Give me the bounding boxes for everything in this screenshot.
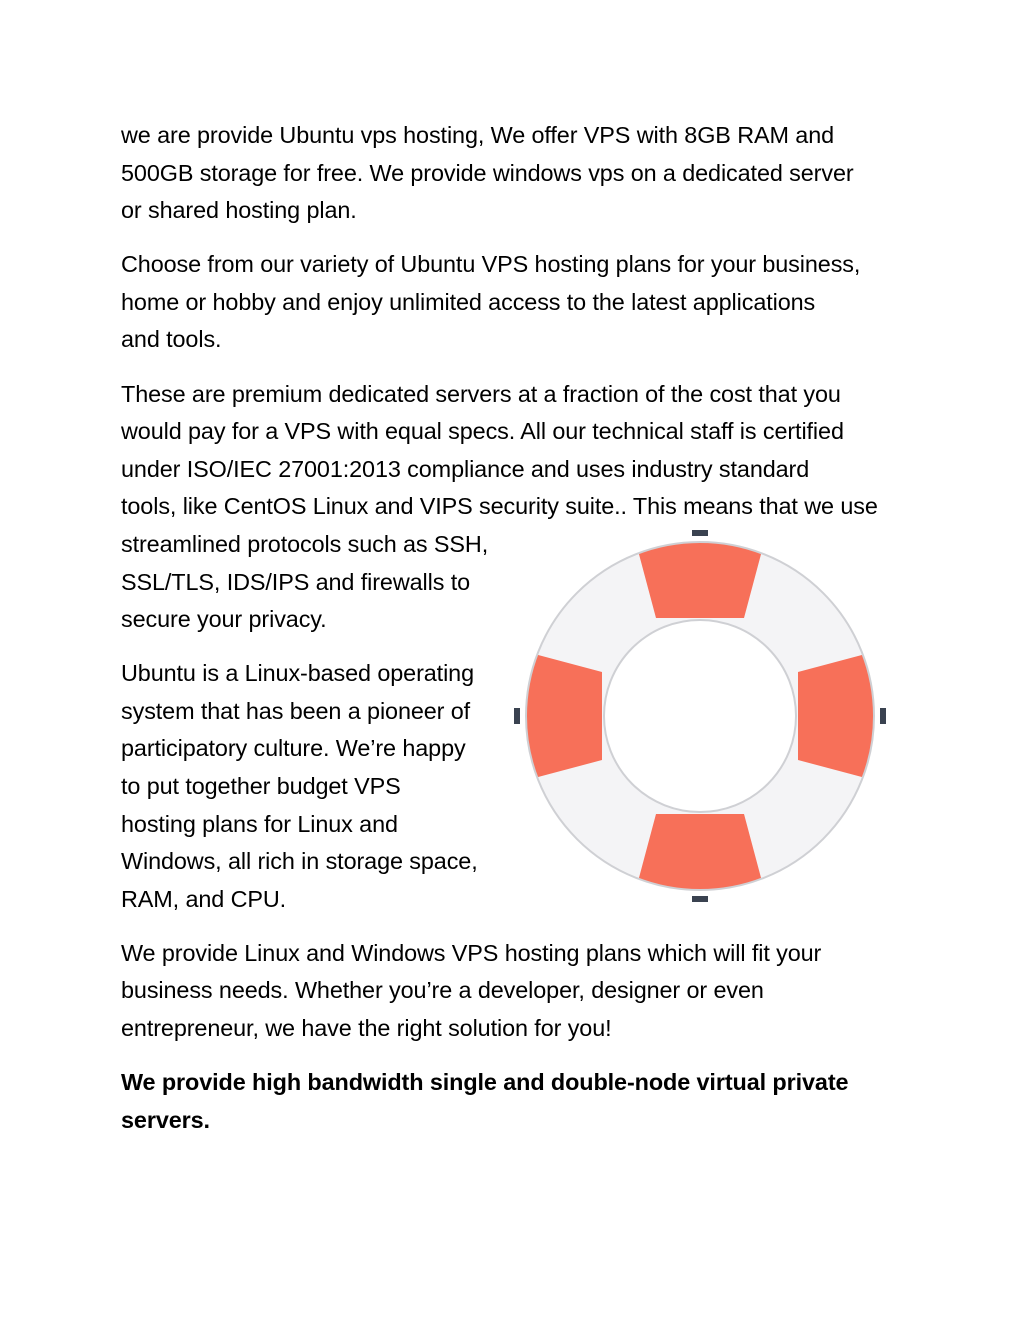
knot-left [514, 708, 520, 724]
text-line: servers. [121, 1106, 210, 1133]
text-line: streamlined protocols such as SSH, [121, 530, 489, 557]
lifebuoy-icon [512, 528, 888, 904]
paragraph-choose-plans [121, 246, 911, 359]
text-line: and tools. [121, 326, 222, 353]
text-line: These are premium dedicated servers at a fraction of the cost that you [121, 380, 841, 407]
text-line: Choose from our variety of Ubuntu VPS hosting plans for your business, [121, 251, 861, 278]
text-line: home or hobby and enjoy unlimited access to the latest applications [121, 288, 816, 315]
text-line: under ISO/IEC 27001:2013 compliance and uses industry standard [121, 455, 810, 482]
knot-top [692, 530, 708, 536]
text-line: system that has been a pioneer of [121, 697, 471, 724]
text-line: We provide high bandwidth single and double-node virtual private [121, 1069, 849, 1096]
paragraph-linux-windows-plans [121, 935, 911, 1048]
text-line: would pay for a VPS with equal specs. All our technical staff is certified [121, 418, 844, 445]
text-line: RAM, and CPU. [121, 885, 287, 912]
text-line: 500GB storage for free. We provide windows vps on a dedicated server [121, 159, 854, 186]
text-line: tools, like CentOS Linux and VIPS security suite.. This means that we use [121, 493, 878, 520]
text-line: business needs. Whether you’re a developer, designer or even [121, 977, 764, 1004]
text-line: to put together budget VPS [121, 773, 401, 799]
text-line: We provide Linux and Windows VPS hosting plans which will fit your [121, 939, 822, 966]
text-line: entrepreneur, we have the right solution for you! [121, 1015, 612, 1042]
text-line: we are provide Ubuntu vps hosting, We offer VPS with 8GB RAM and [121, 122, 835, 148]
knot-bottom [692, 896, 708, 902]
knot-right [880, 708, 886, 724]
text-line: SSL/TLS, IDS/IPS and firewalls to [121, 568, 471, 595]
text-line: or shared hosting plan. [121, 197, 357, 224]
text-line: hosting plans for Linux and [121, 810, 398, 837]
text-line: Ubuntu is a Linux-based operating [121, 660, 474, 687]
paragraph-high-bandwidth [121, 1064, 911, 1139]
text-line: secure your privacy. [121, 606, 327, 633]
text-line: participatory culture. We’re happy [121, 735, 466, 762]
paragraph-ubuntu-vps-offer [121, 117, 911, 230]
text-line: Windows, all rich in storage space, [121, 848, 478, 875]
